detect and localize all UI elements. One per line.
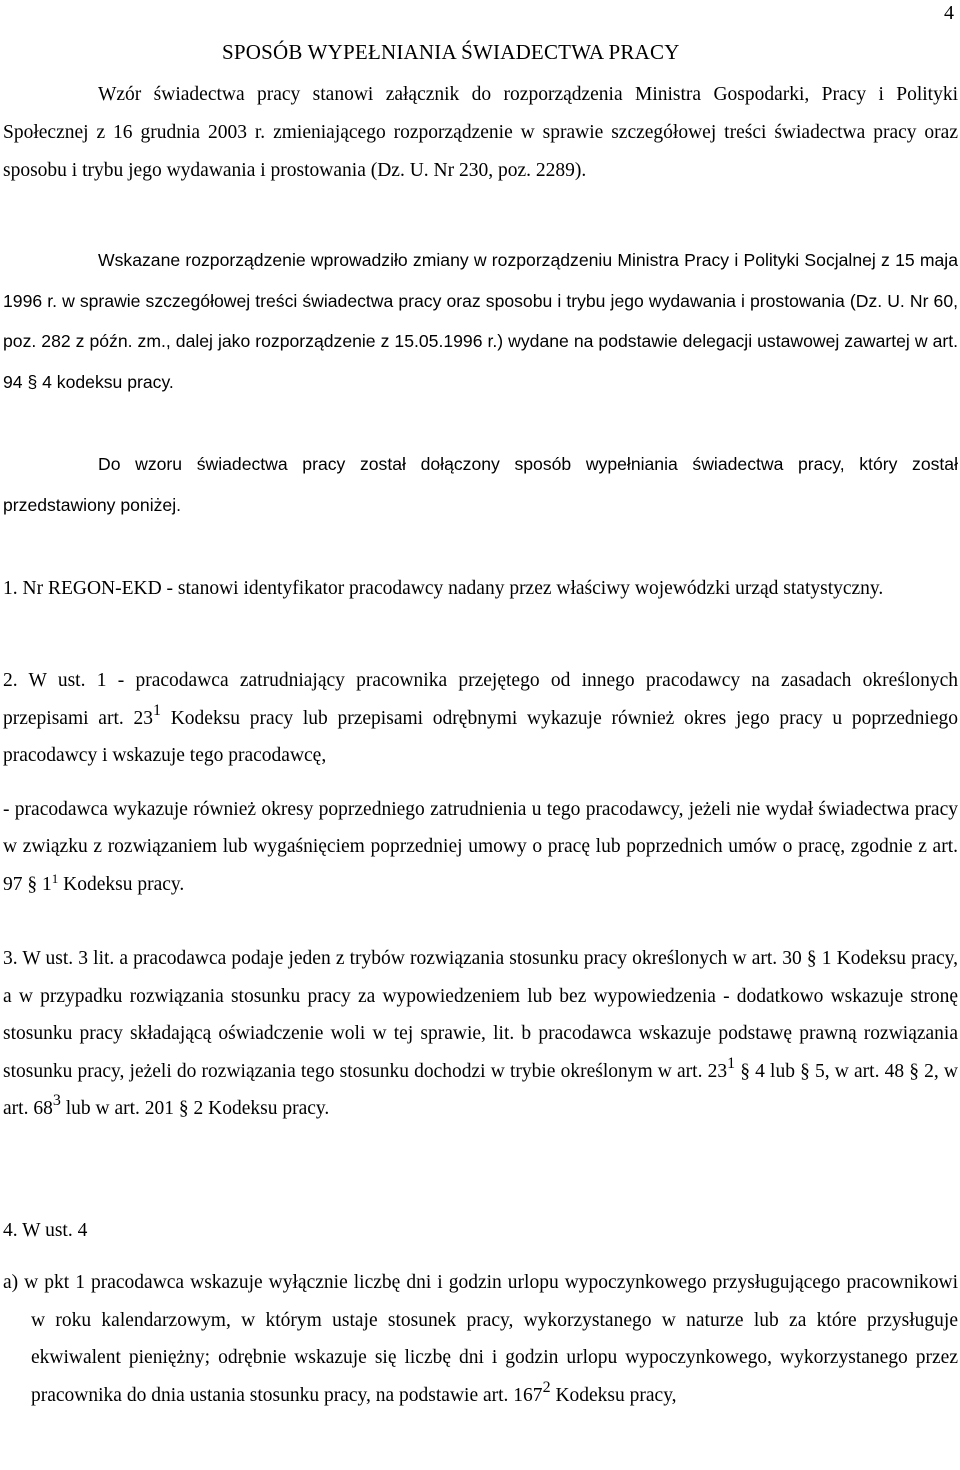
section-2-part-b: - pracodawca wykazuje również okresy poprzedniego zatrudnienia u tego pracodawcy, jeżeli nie wydał świadectwa pracy w związku z rozwiązaniem lub wygaśnięciem poprzedniej umowy o pracę lub poprzednich umów o pracę, zgodnie z art. 97 § $1^1$ Kodeksu pracy.: [3, 798, 958, 895]
intro-paragraph-2: Wskazane rozporządzenie wprowadziło zmiany w rozporządzeniu Ministra Pracy i Polityki Socjalnej z 15 maja 1996 r. w sprawie szczegółowej treści świadectwa pracy oraz sposobu i trybu jego wydawania i prostowania (Dz. U. Nr 60, poz. 282 z późn. zm., dalej jako rozporządzenie z 15.05.1996 r.) wydane na podstawie delegacji ustawowej zawartej w art. 94 § 4 kodeksu pracy.: [3, 250, 958, 392]
section-2-part-a: 2. W ust. 1 - pracodawca zatrudniający pracownika przejętego od innego pracodawcy na zasadach określonych przepisami art. $23^1$ Kodeksu pracy lub przepisami odrębnymi wykazuje również okres jego pracy u poprzedniego pracodawcy i wskazuje tego pracodawcę,: [3, 670, 958, 766]
section-4-item-a: a) w pkt 1 pracodawca wskazuje wyłącznie liczbę dni i godzin urlopu wypoczynkowego przysługującego pracownikowi w roku kalendarzowym, w którym ustaje stosunek pracy, wykorzystanego w naturze lub za które przysługuje ekwiwalent pieniężny; odrębnie wskazuje się liczbę dni i godzin urlopu wypoczynkowego, wykorzystanego przez pracownika do dnia ustania stosunku pracy, na podstawie art. $167^2$ Kodeksu pracy,: [3, 1272, 958, 1406]
page-number: 4: [944, 2, 954, 24]
section-2: [3, 662, 958, 903]
section-3: 3. W ust. 3 lit. a pracodawca podaje jeden z trybów rozwiązania stosunku pracy określonych w art. 30 § 1 Kodeksu pracy, a w przypadku rozwiązania stosunku pracy za wypowiedzeniem lub bez wypowiedzenia - dodatkowo wskazuje stronę stosunku pracy składającą oświadczenie woli w tej sprawie, lit. b pracodawca wskazuje podstawę prawną rozwiązania stosunku pracy, jeżeli do rozwiązania tego stosunku dochodzi w trybie określonym w art. $23^1$ § 4 lub § 5, w art. 48 § 2, w art. $68^3$ lub w art. 201 § 2 Kodeksu pracy.: [3, 948, 958, 1119]
section-1: 1. Nr REGON-EKD - stanowi identyfikator pracodawcy nadany przez właściwy wojewódzki urząd statystyczny.: [3, 578, 884, 599]
section-4-heading: 4. W ust. 4: [3, 1220, 88, 1241]
document-title: SPOSÓB WYPEŁNIANIA ŚWIADECTWA PRACY: [222, 40, 680, 64]
intro-paragraph-3: Do wzoru świadectwa pracy został dołączony sposób wypełniania świadectwa pracy, który został przedstawiony poniżej.: [3, 454, 958, 515]
intro-paragraph-1: Wzór świadectwa pracy stanowi załącznik do rozporządzenia Ministra Gospodarki, Pracy i Polityki Społecznej z 16 grudnia 2003 r. zmieniającego rozporządzenie w sprawie szczegółowej treści świadectwa pracy oraz sposobu i trybu jego wydawania i prostowania (Dz. U. Nr 230, poz. 2289).: [3, 84, 958, 181]
